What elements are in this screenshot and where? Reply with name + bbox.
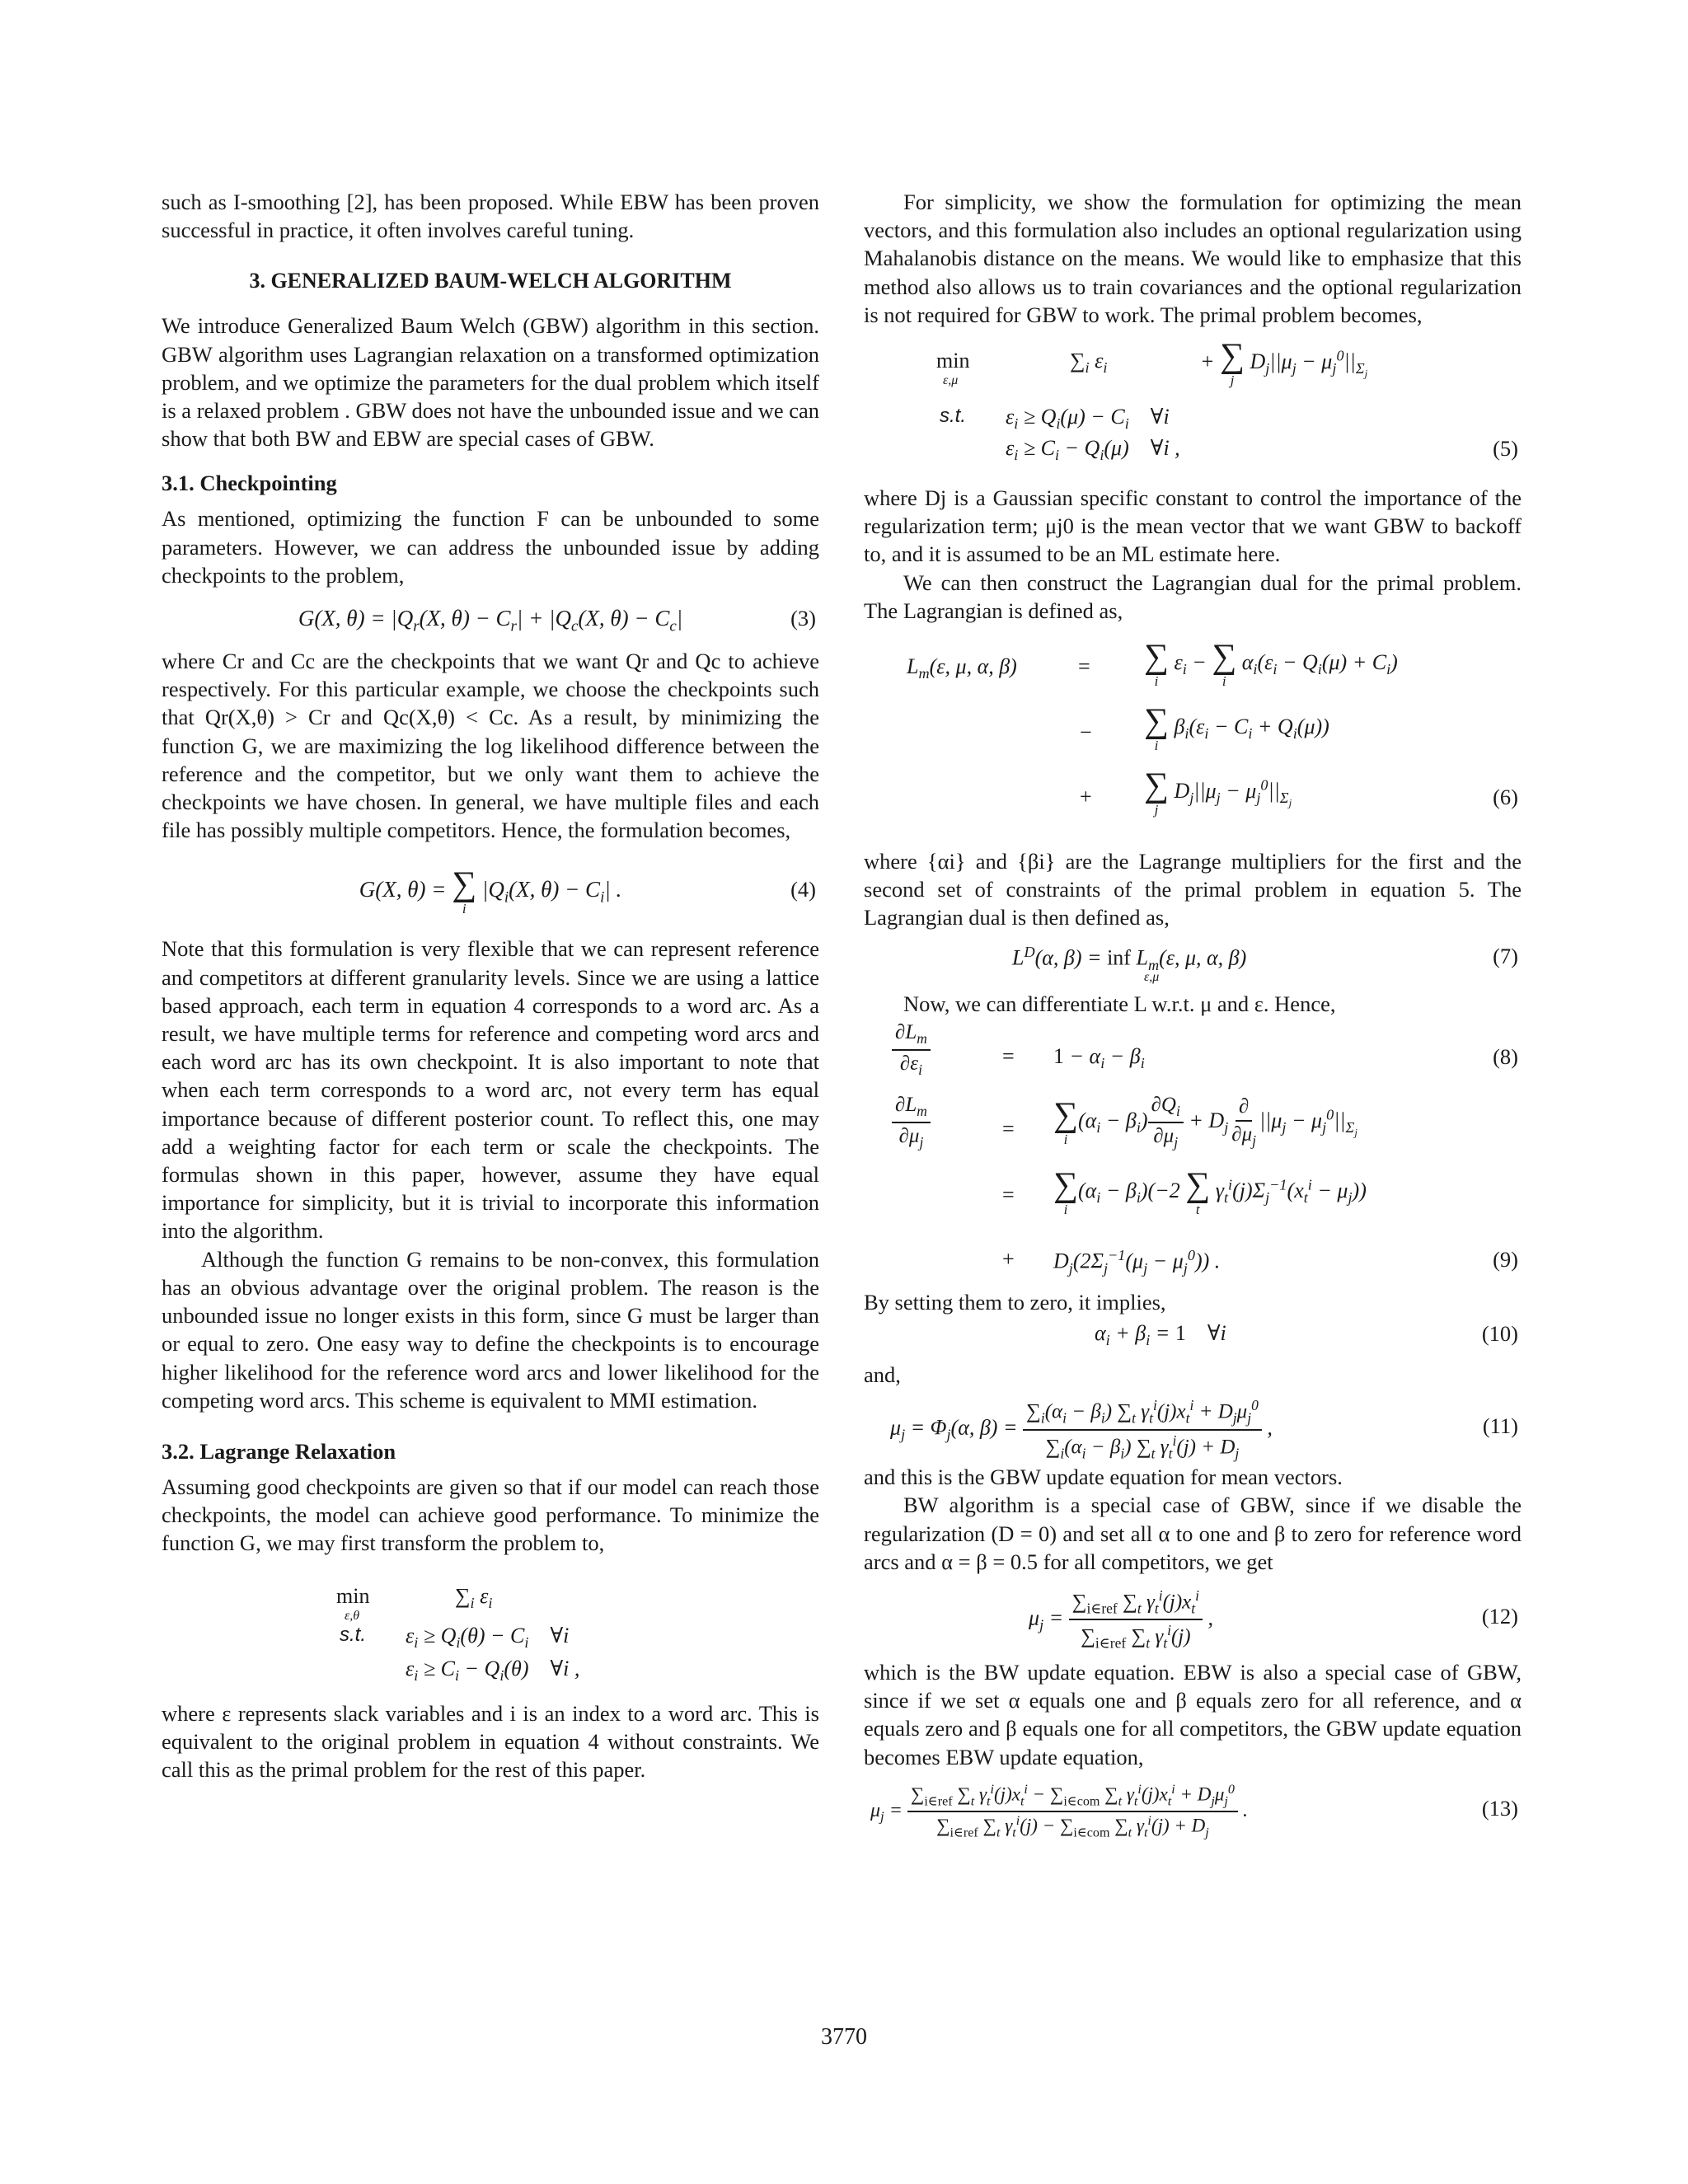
paragraph-checkpointing: As mentioned, optimizing the function F can be unbounded to some parameters. However, we can address the unbounded issue by adding checkpoints to the problem, xyxy=(162,506,819,588)
sum-index-com: i∈com xyxy=(1073,1825,1110,1840)
page-number: 3770 xyxy=(821,2024,867,2050)
paragraph-bw-special-case: BW algorithm is a special case of GBW, since if we disable the regularization (D = 0) and set all α to one and β to zero for reference word arcs and α = β = 0.5 for all competitors, we get xyxy=(864,1493,1522,1574)
sum-index-com: i∈com xyxy=(1063,1794,1100,1809)
equation-13: $\mu_j$ = $\frac{\sum_{i\in ref} \sum_t \gamma_t^i(j)x_t^i - \sum_{i\in com} \sum_t \gamma_t^i(j)x_t^i + D_j\mu_j^0}{\sum_{i\in ref} \sum_t \gamma_t^i(j) - \sum_{i\in com} \sum_t \gamma_t^i(j) + D_j}$ . (13) xyxy=(870,1782,1518,1840)
equations-8-9: $\frac{\partial L_m}{\partial\varepsilon_i}$ = $1 - \alpha_i - \beta_i$ (8) $\frac{\partial L_m}{\partial\mu_j}$ = ∑ i $(\alpha_i - \beta_i)$ $\frac{\partial Q_i}{\partial\mu_j}$ + $D_j$ $\frac{\partial}{\partial\mu_j}$ $||\mu_j - \mu_j^0||_{\Sigma_j}$ = ∑ i $(\alpha_i - \beta_i)(-2$ ∑ t $\gamma_t^i(j)\Sigma_j^{-1}(x_t^i - \mu_j)$) + $D_j(2\Sigma_j^{-1}(\mu_j - \mu_j^0))$ . (9) xyxy=(864,1018,1522,1288)
equation-5-number: (5) xyxy=(1493,436,1518,462)
equation-7-number: (7) xyxy=(1493,943,1518,968)
sum-index-ref: i∈ref xyxy=(1086,1600,1118,1617)
equation-3-number: (3) xyxy=(790,606,816,631)
paragraph-slack: where ε represents slack variables and i is an index to a word arc. This is equivalent to the original problem in equation 4 without constraints. We call this as the primal problem for the rest of this paper. xyxy=(162,1700,819,1782)
paragraph-simplicity: For simplicity, we show the formulation for optimizing the mean vectors, and this formulation also includes an optional regularization using Mahalanobis distance on the means. We would like to emphasize that this method also allows us to train covariances and the optional regularization is not required for GBW to work. The primal problem becomes, xyxy=(864,190,1522,327)
equation-4-number: (4) xyxy=(790,877,816,902)
equation-4: G(X, θ) = ∑ i $|Q_i(X$, $\theta) - C_i|$ . (4) xyxy=(162,844,819,935)
paragraph-gbw-intro: We introduce Generalized Baum Welch (GBW) algorithm in this section. GBW algorithm uses Lagrangian relaxation on a transformed optimization problem, and we optimize the parameters for the dual problem which itself is a relaxed problem . GBW does not have the unbounded issue and we can show that both BW and EBW are special cases of GBW. xyxy=(162,313,819,452)
equation-10-number: (10) xyxy=(1481,1321,1518,1347)
paragraph-non-convex: Although the function G remains to be non-convex, this formulation has an obvious advantage over the original problem. The reason is the unbounded issue no longer exists in this form, since G must be larger than or equal to zero. One easy way to define the checkpoints is to encourage higher likelihood for the reference word arcs and lower likelihood for the competing word arcs. This scheme is equivalent to MMI estimation. xyxy=(162,1246,819,1413)
paragraph-dj: where Dj is a Gaussian specific constant to control the importance of the regularization term; μj0 is the mean vector that we want GBW to backoff to, and it is assumed to be an ML estimate here. xyxy=(864,485,1522,567)
equation-8-number: (8) xyxy=(1493,1043,1518,1069)
paragraph-lagrange-relaxation: Assuming good checkpoints are given so that if our model can reach those checkpoints, the model can achieve good performance. To minimize the function G, we may first transform the problem to, xyxy=(162,1474,819,1556)
right-column xyxy=(864,188,1522,1850)
sum-index-ref: i∈ref xyxy=(950,1825,978,1840)
equation-12: $\mu_j$ = $\frac{\sum_{i\in ref} \sum_t \gamma_t^i(j)x_t^i}{\sum_{i\in ref} \sum_t \gamma_t^i(j)}$ , (12) xyxy=(1029,1587,1518,1652)
equation-6: $L_m(\varepsilon$, μ, α, β) = ∑ i $\varepsilon_i$ − ∑ i $\alpha_i(\varepsilon_i - Q_i(\mu) + C_i)$ − ∑ i $\beta_i(\varepsilon_i - C_i + Q_i(\mu))$ + ∑ j $D_j||\mu_j - \mu_j^0||_{\Sigma_j}$ (6) xyxy=(907,638,1518,818)
equation-6-number: (6) xyxy=(1493,785,1518,810)
sum-index-ref: i∈ref xyxy=(924,1794,953,1809)
paragraph-checkpoints-detail: where Cr and Cc are the checkpoints that we want Qr and Qc to achieve respectively. For this particular example, we choose the checkpoints such that Qr(X,θ) > Cr and Qc(X,θ) < Cc. As a result, by minimizing the function G, we are maximizing the log likelihood difference between the reference and the competitor, but we only want them to achieve the checkpoints we have chosen. In general, we have multiple files and each file has possibly multiple competitors. Hence, the formulation becomes, xyxy=(162,649,819,843)
subsection-3-1-heading: 3.1. Checkpointing xyxy=(162,471,337,496)
equation-9-number: (9) xyxy=(1493,1246,1518,1272)
equation-7: $L^D(\alpha$, β) = inf $L_m(\varepsilon$, μ, α, β) ε,μ (7) xyxy=(1012,943,1518,984)
subject-to-label-right: s.t. xyxy=(940,405,967,428)
primal-problem-left: min ε,θ $\sum_i$ $\varepsilon_i$ s.t. $\varepsilon_i \ge Q_i(\theta) - C_i$ ∀i $\varepsilon_i \ge C_i - Q_i(\theta)$ ∀i , xyxy=(336,1583,580,1684)
paragraph-flexibility: Note that this formulation is very flexible that we can represent reference and competitors at different granularity levels. Since we are using a lattice based approach, each term in equation 4 corresponds to a word arc. As a result, we have multiple terms for reference and competing word arcs and each word arc has its own checkpoint. It is also important to note that when each term corresponds to a word arc, not every term has equal importance because of different posterior count. To reflect this, one may add a weighting factor for each term or scale the checkpoints. The formulas shown in this paper, however, assume they have equal importance for simplicity, but it is trivial to incorporate this information into the algorithm. xyxy=(162,936,819,1244)
paragraph-intro: such as I-smoothing [2], has been proposed. While EBW has been proven successful in practice, it often involves careful tuning. xyxy=(162,190,819,243)
paragraph-ebw-special-case: which is the BW update equation. EBW is also a special case of GBW, since if we set α equals one and β equals zero for all reference, and α equals zero and β equals one for all competitors, the GBW update equation becomes EBW update equation, xyxy=(864,1660,1522,1769)
paragraph-multipliers: where {αi} and {βi} are the Lagrange multipliers for the first and the second set of constraints of the primal problem in equation 5. The Lagrangian dual is then defined as, xyxy=(864,849,1522,930)
equation-11-number: (11) xyxy=(1482,1413,1518,1439)
equation-10: $\alpha_i + \beta_i = 1$ ∀i (10) xyxy=(1095,1321,1518,1349)
subject-to-label: s.t. xyxy=(340,1623,367,1646)
equation-11: $\mu_j = \Phi_j(\alpha$, β) = $\frac{\sum_i(\alpha_i - \beta_i) \sum_t \gamma_t^i(j)x_t^i + D_j\mu_j^0}{\sum_i(\alpha_i - \beta_i) \sum_t \gamma_t^i(j) + D_j}$ , (11) xyxy=(890,1397,1518,1461)
paragraph-lagrangian-dual: We can then construct the Lagrangian dual for the primal problem. The Lagrangian is defined as, xyxy=(864,569,1522,623)
section-3-heading: 3. GENERALIZED BAUM-WELCH ALGORITHM xyxy=(249,269,732,293)
equation-3: G(X, $\theta) = |Q_r(X$, $\theta) - C_r| + |Q_c(X$, $\theta) - C_c|$ (3) xyxy=(162,589,819,647)
subsection-3-2-heading: 3.2. Lagrange Relaxation xyxy=(162,1438,396,1464)
left-column xyxy=(162,188,819,1783)
sum-index-ref: i∈ref xyxy=(1095,1634,1127,1652)
paragraph-and: and, xyxy=(864,1362,901,1388)
paragraph-setting-zero: By setting them to zero, it implies, xyxy=(864,1289,1166,1315)
equation-5: min ε,μ $\sum_i$ $\varepsilon_i$ + ∑ j $D_j||\mu_j - \mu_j^0||_{\Sigma_j}$ s.t. $\varepsilon_i \ge Q_i(\mu) - C_i$ ∀i $\varepsilon_i \ge C_i - Q_i(\mu)$ ∀i , (5) xyxy=(936,337,1518,464)
paragraph-differentiate: Now, we can differentiate L w.r.t. μ and ε. Hence, xyxy=(903,991,1336,1016)
paragraph-gbw-update: and this is the GBW update equation for mean vectors. xyxy=(864,1465,1343,1490)
equation-12-number: (12) xyxy=(1481,1604,1518,1629)
equation-13-number: (13) xyxy=(1481,1795,1518,1821)
